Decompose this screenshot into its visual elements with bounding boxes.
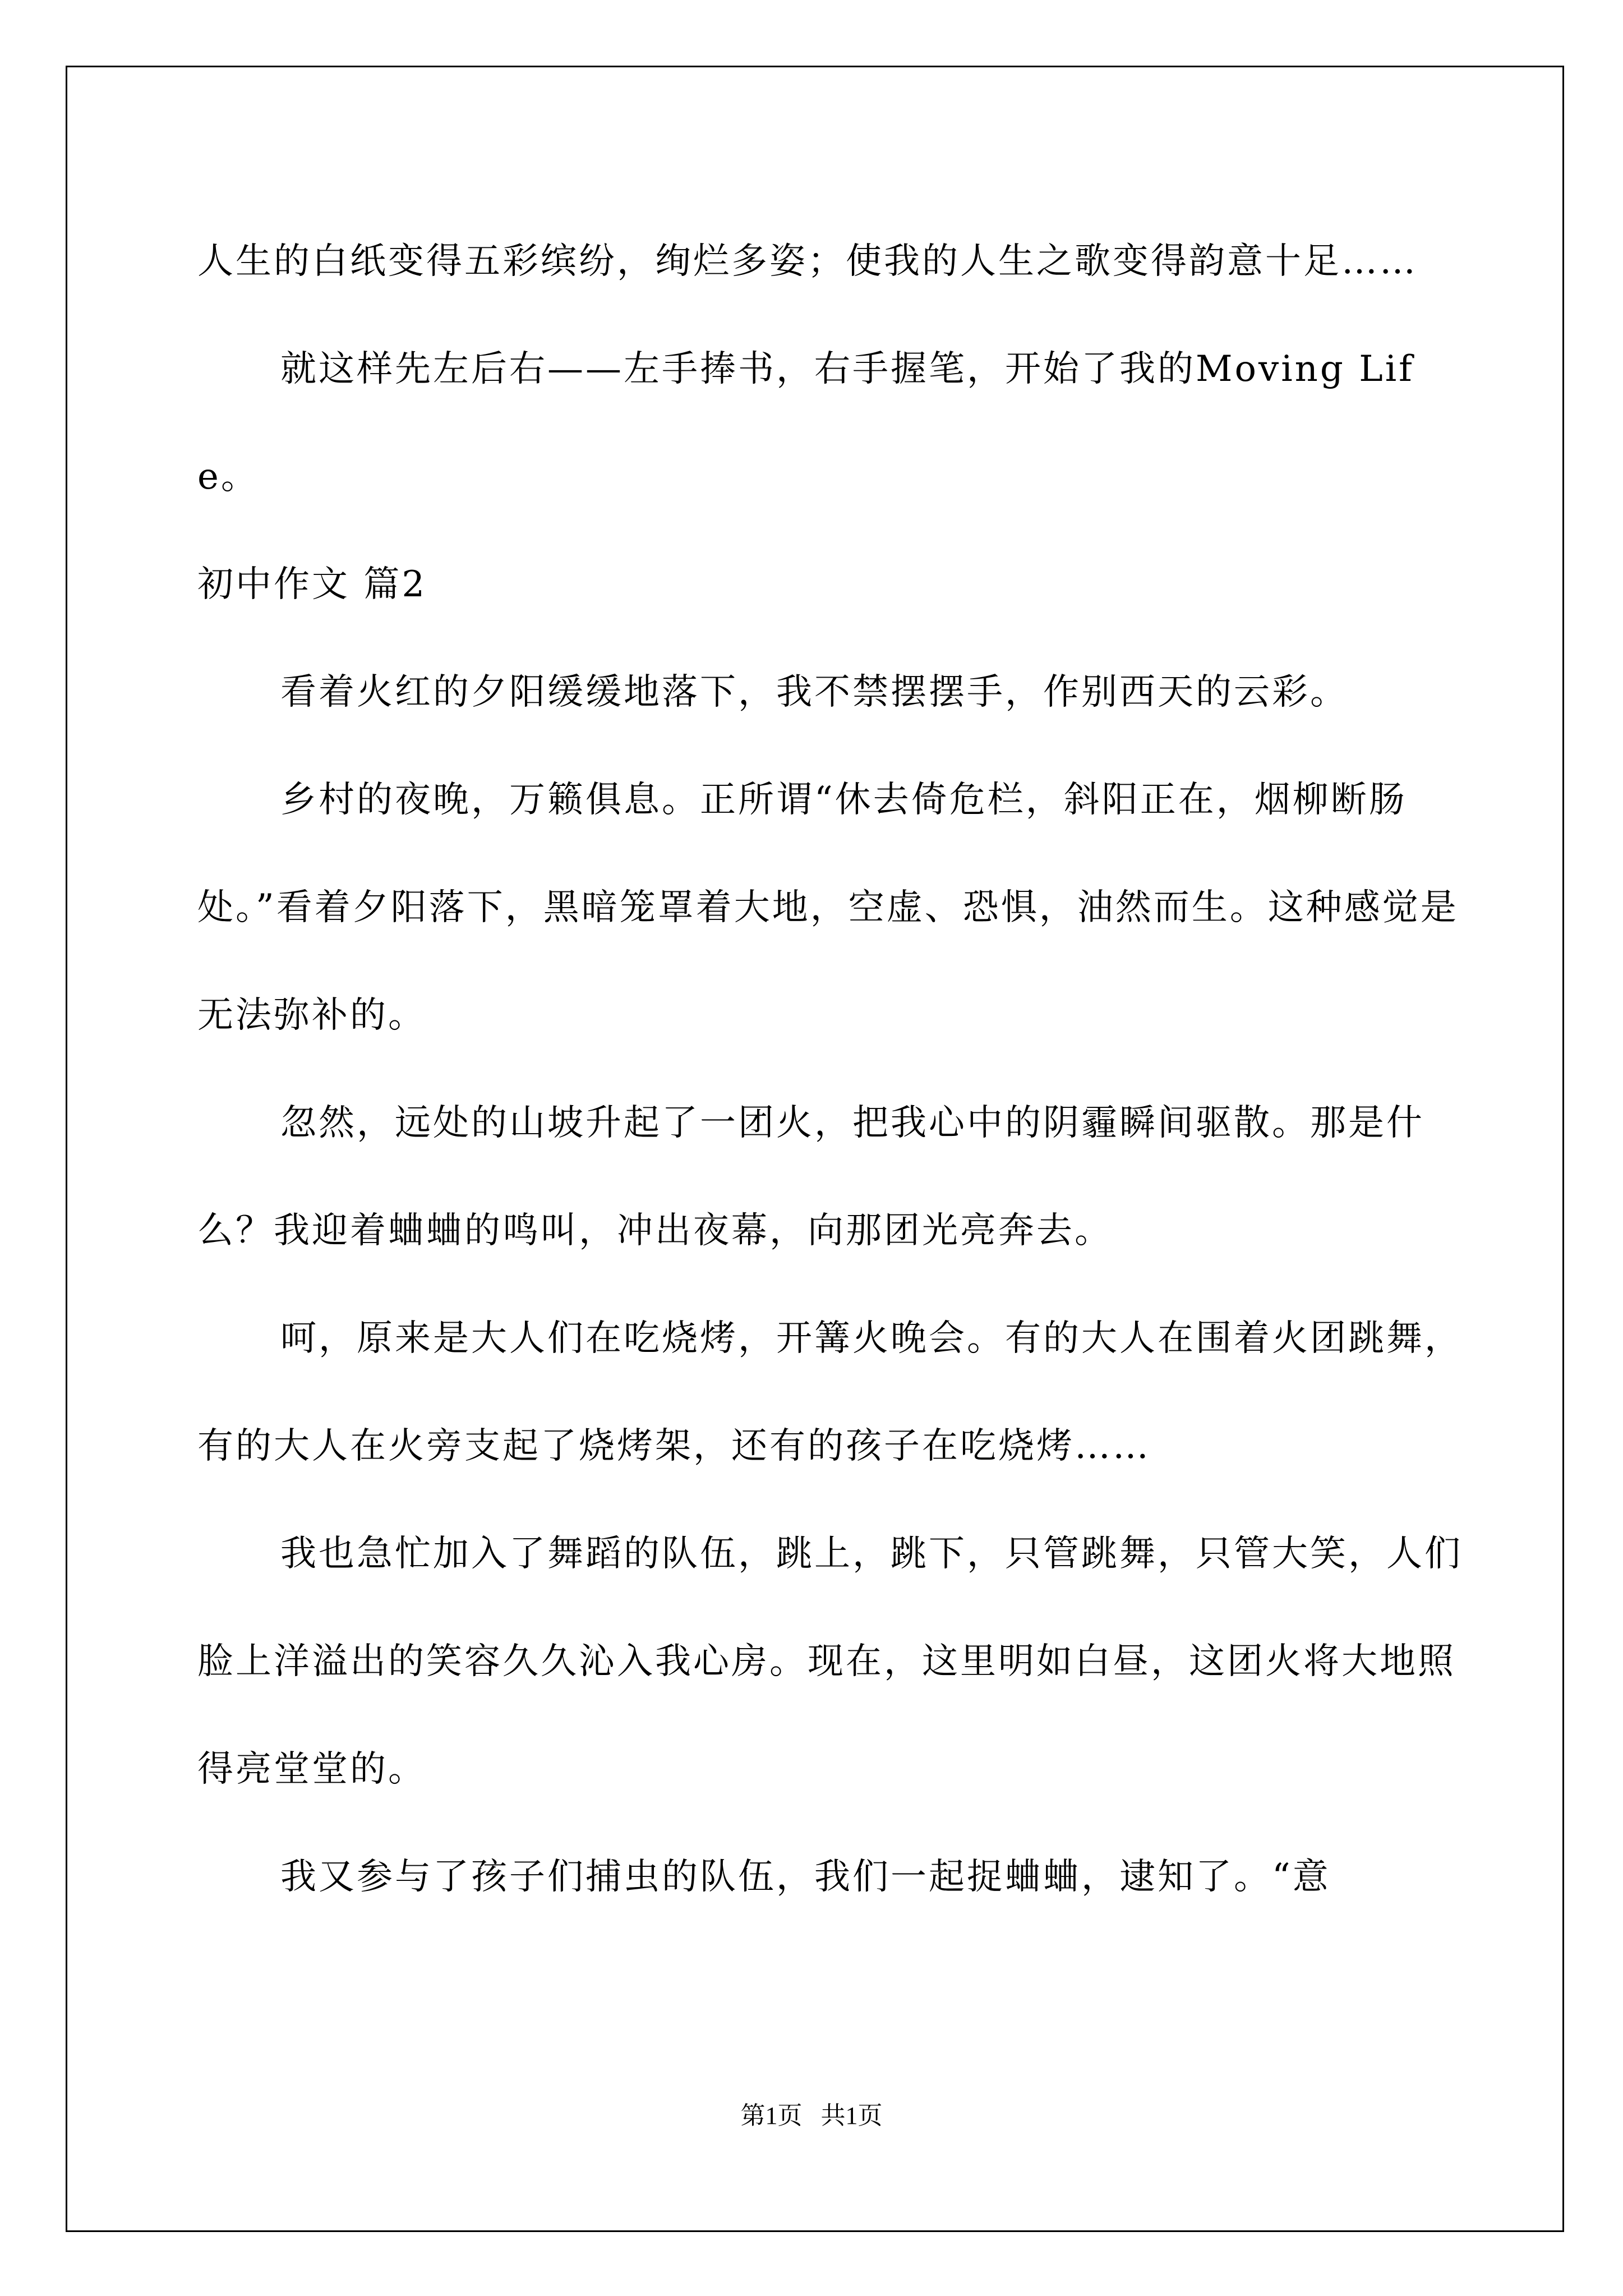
paragraph: 乡村的夜晚，万籁俱息。正所谓“休去倚危栏，斜阳正在，烟柳断肠处。”看着夕阳落下，黑暗笼罩着大地，空虚、恐惧，油然而生。这种感觉是无法弥补的。 bbox=[197, 779, 1459, 1036]
page-total: 共1页 bbox=[820, 2102, 883, 2129]
section-heading: 初中作文 篇2 bbox=[197, 564, 427, 605]
paragraph: 我又参与了孩子们捕虫的队伍，我们一起捉蛐蛐，逮知了。“意 bbox=[280, 1856, 1331, 1898]
paragraph: 看着火红的夕阳缓缓地落下，我不禁摆摆手，作别西天的云彩。 bbox=[280, 671, 1348, 713]
footer-spacer bbox=[803, 2102, 821, 2129]
page-number: 第1页 bbox=[740, 2102, 803, 2129]
document-body bbox=[197, 208, 1470, 1931]
page-footer bbox=[0, 2095, 1623, 2131]
paragraph: 呵，原来是大人们在吃烧烤，开篝火晚会。有的大人在围着火团跳舞，有的大人在火旁支起了烧烤架，还有的孩子在吃烧烤…… bbox=[197, 1318, 1463, 1467]
paragraph: 忽然，远处的山坡升起了一团火，把我心中的阴霾瞬间驱散。那是什么？我迎着蛐蛐的鸣叫，冲出夜幕，向那团光亮奔去。 bbox=[197, 1102, 1424, 1251]
paragraph: 就这样先左后右——左手捧书，右手握笔，开始了我的Moving Life。 bbox=[197, 348, 1414, 498]
paragraph: 我也急忙加入了舞蹈的队伍，跳上，跳下，只管跳舞，只管大笑，人们脸上洋溢出的笑容久久沁入我心房。现在，这里明如白昼，这团火将大地照得亮堂堂的。 bbox=[197, 1533, 1463, 1790]
paragraph: 人生的白纸变得五彩缤纷，绚烂多姿；使我的人生之歌变得韵意十足…… bbox=[197, 241, 1418, 282]
